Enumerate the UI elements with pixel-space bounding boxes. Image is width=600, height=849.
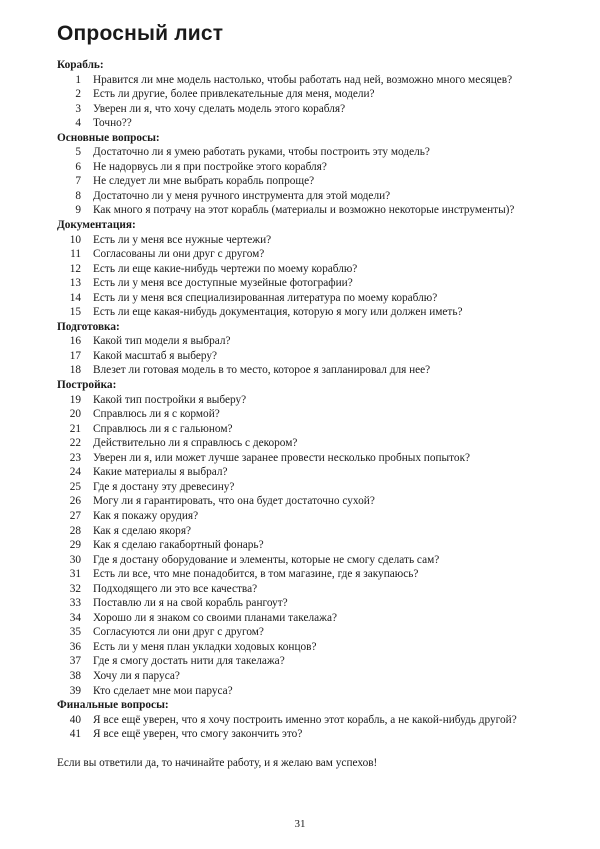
question-item	[57, 727, 567, 742]
section-heading: Постройка:	[57, 379, 117, 392]
question-number: 29	[69, 539, 81, 552]
question-number: 35	[69, 626, 81, 639]
question-number: 31	[69, 568, 81, 581]
question-item	[57, 524, 567, 539]
question-item	[57, 538, 567, 553]
question-text: Как я сделаю гакабортный фонарь?	[93, 539, 264, 552]
question-item	[57, 291, 567, 306]
question-item	[57, 363, 567, 378]
question-number: 40	[69, 713, 81, 726]
question-text: Справлюсь ли я с кормой?	[93, 408, 220, 421]
section-heading: Финальные вопросы:	[57, 699, 169, 712]
question-text: Справлюсь ли я с гальюном?	[93, 422, 233, 435]
question-text: Где я достану эту древесину?	[93, 480, 235, 493]
question-text: Есть ли еще какая-нибудь документация, которую я могу или должен иметь?	[93, 306, 463, 319]
question-number: 33	[69, 597, 81, 610]
question-text: Какие материалы я выбрал?	[93, 466, 228, 479]
question-text: Есть ли все, что мне понадобится, в том магазине, где я закупаюсь?	[93, 568, 419, 581]
question-text: Кто сделает мне мои паруса?	[93, 684, 233, 697]
section-heading: Основные вопросы:	[57, 131, 160, 144]
question-item	[57, 713, 567, 728]
question-item	[57, 684, 567, 699]
question-item	[57, 654, 567, 669]
question-text: Есть ли у меня все доступные музейные фотографии?	[93, 277, 353, 290]
question-text: Как много я потрачу на этот корабль (материалы и возможно некоторые инструменты)?	[93, 204, 515, 217]
closing-remark: Если вы ответили да, то начинайте работу, и я желаю вам успехов!	[57, 757, 378, 769]
question-number: 32	[69, 582, 81, 595]
question-text: Не следует ли мне выбрать корабль попроще?	[93, 175, 315, 188]
question-number: 8	[75, 189, 81, 202]
question-item	[57, 233, 567, 248]
question-text: Действительно ли я справлюсь с декором?	[93, 437, 298, 450]
question-item	[57, 436, 567, 451]
question-item	[57, 553, 567, 568]
question-number: 39	[69, 684, 81, 697]
questionnaire	[57, 58, 567, 742]
question-item	[57, 596, 567, 611]
question-text: Достаточно ли я умею работать руками, чтобы построить эту модель?	[93, 146, 430, 159]
question-number: 23	[69, 451, 81, 464]
question-text: Подходящего ли это все качества?	[93, 582, 258, 595]
question-item	[57, 116, 567, 131]
question-number: 11	[70, 248, 81, 261]
question-item	[57, 451, 567, 466]
question-text: Какой тип модели я выбрал?	[93, 335, 231, 348]
question-item	[57, 247, 567, 262]
question-text: Хорошо ли я знаком со своими планами такелажа?	[93, 611, 337, 624]
question-text: Как я сделаю якоря?	[93, 524, 192, 537]
question-text: Как я покажу орудия?	[93, 509, 199, 522]
question-number: 25	[69, 480, 81, 493]
question-number: 19	[69, 393, 81, 406]
question-item	[57, 349, 567, 364]
page-title: Опросный лист	[57, 22, 224, 45]
question-item	[57, 509, 567, 524]
question-number: 24	[69, 466, 81, 479]
question-text: Хочу ли я паруса?	[93, 669, 180, 682]
question-number: 17	[69, 349, 81, 362]
question-number: 12	[69, 262, 81, 275]
question-text: Не надорвусь ли я при постройке этого корабля?	[93, 160, 327, 173]
question-number: 20	[69, 408, 81, 421]
question-text: Я все ещё уверен, что я хочу построить именно этот корабль, а не какой-нибудь другой?	[93, 713, 517, 726]
question-number: 38	[69, 669, 81, 682]
question-text: Есть ли у меня вся специализированная литература по моему кораблю?	[93, 291, 438, 304]
question-number: 36	[69, 640, 81, 653]
question-item	[57, 203, 567, 218]
question-text: Могу ли я гарантировать, что она будет достаточно сухой?	[93, 495, 375, 508]
question-number: 4	[75, 117, 81, 130]
question-item	[57, 393, 567, 408]
question-text: Какой тип постройки я выберу?	[93, 393, 247, 406]
question-number: 5	[75, 146, 81, 159]
question-text: Я все ещё уверен, что смогу закончить это?	[93, 728, 303, 741]
question-text: Какой масштаб я выберу?	[93, 349, 218, 362]
section-heading: Корабль:	[57, 59, 104, 71]
question-text: Согласованы ли они друг с другом?	[93, 248, 265, 261]
question-text: Уверен ли я, что хочу сделать модель этого корабля?	[93, 102, 346, 115]
question-item	[57, 102, 567, 117]
question-text: Есть ли еще какие-нибудь чертежи по моему кораблю?	[93, 262, 358, 275]
question-item	[57, 407, 567, 422]
section-heading: Подготовка:	[57, 320, 120, 333]
question-item	[57, 174, 567, 189]
question-item	[57, 625, 567, 640]
question-number: 21	[69, 422, 81, 435]
question-item	[57, 334, 567, 349]
question-item	[57, 160, 567, 175]
question-text: Нравится ли мне модель настолько, чтобы работать над ней, возможно много месяцев?	[93, 73, 513, 86]
question-item	[57, 640, 567, 655]
question-number: 10	[69, 233, 81, 246]
question-number: 15	[69, 306, 81, 319]
question-item	[57, 145, 567, 160]
question-text: Достаточно ли у меня ручного инструмента для этой модели?	[93, 189, 391, 202]
question-text: Поставлю ли я на свой корабль рангоут?	[93, 597, 288, 610]
question-item	[57, 567, 567, 582]
page-number: 31	[294, 818, 306, 830]
question-number: 27	[69, 509, 81, 522]
question-item	[57, 669, 567, 684]
question-text: Согласуются ли они друг с другом?	[93, 626, 264, 639]
question-item	[57, 73, 567, 88]
question-text: Где я достану оборудование и элементы, которые не смогу сделать сам?	[93, 553, 440, 566]
question-number: 3	[75, 102, 81, 115]
question-item	[57, 465, 567, 480]
question-text: Точно??	[93, 117, 132, 130]
question-item	[57, 189, 567, 204]
question-number: 6	[75, 160, 81, 173]
question-number: 30	[69, 553, 81, 566]
question-text: Есть ли у меня все нужные чертежи?	[93, 233, 272, 246]
question-number: 26	[69, 495, 81, 508]
question-text: Где я смогу достать нити для такелажа?	[93, 655, 285, 668]
question-number: 22	[69, 437, 81, 450]
question-item	[57, 494, 567, 509]
question-number: 9	[75, 204, 81, 217]
question-item	[57, 611, 567, 626]
question-number: 28	[69, 524, 81, 537]
question-item	[57, 262, 567, 277]
question-number: 34	[69, 611, 81, 624]
question-item	[57, 422, 567, 437]
question-item	[57, 305, 567, 320]
question-number: 37	[69, 655, 81, 668]
question-text: Влезет ли готовая модель в то место, которое я запланировал для нее?	[93, 364, 431, 377]
question-number: 13	[69, 277, 81, 290]
question-item	[57, 582, 567, 597]
question-number: 16	[69, 335, 81, 348]
question-text: Есть ли у меня план укладки ходовых концов?	[93, 640, 317, 653]
section-heading: Документация:	[57, 219, 136, 232]
question-number: 18	[69, 364, 81, 377]
question-text: Уверен ли я, или может лучше заранее провести несколько пробных попыток?	[93, 451, 471, 464]
question-item	[57, 480, 567, 495]
question-number: 1	[75, 73, 81, 86]
question-item	[57, 276, 567, 291]
question-number: 7	[75, 175, 81, 188]
question-text: Есть ли другие, более привлекательные для меня, модели?	[93, 88, 375, 101]
question-number: 14	[69, 291, 81, 304]
question-number: 41	[69, 728, 81, 741]
question-item	[57, 87, 567, 102]
question-number: 2	[75, 88, 81, 101]
